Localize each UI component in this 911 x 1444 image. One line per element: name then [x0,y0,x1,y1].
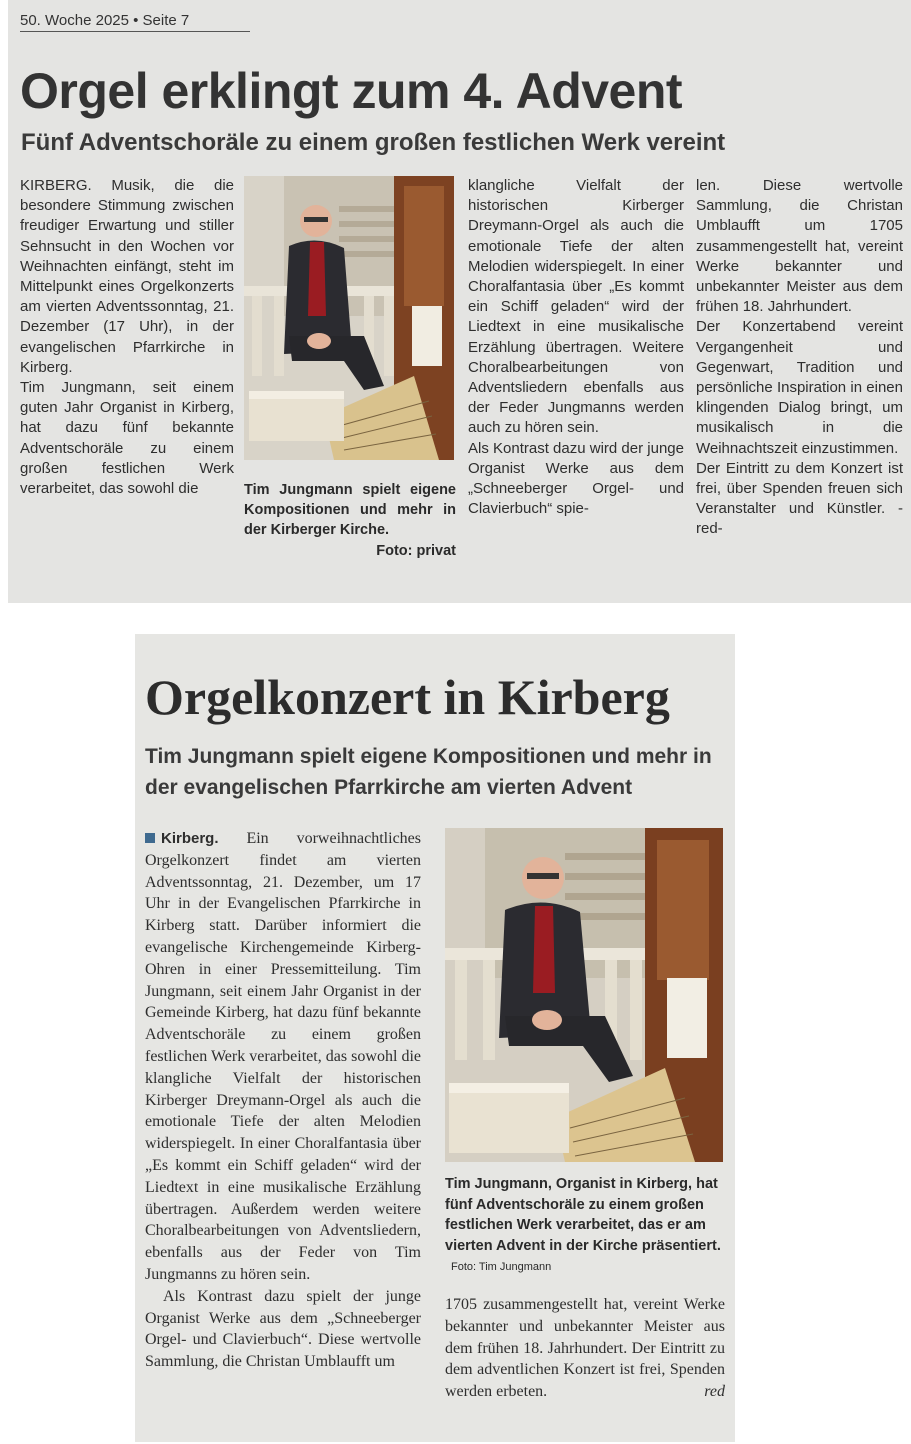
photo-caption [445,1174,727,1278]
subheadline: Fünf Adventschoräle zu einem großen festlichen Werk vereint [21,129,726,156]
page-header: 50. Woche 2025 • Seite 7 [20,12,190,29]
paragraph: Als Kontrast dazu wird der junge Organist Werke aus dem „Schneeberger Orgel- und Clavierbuch“ spie- [468,439,684,518]
paragraph: KIRBERG. Musik, die die besondere Stimmung zwischen freudiger Erwartung und stiller Sehnsucht in den Wochen vor Weihnachten einfängt, steht im Mittelpunkt eines Orgelkonzerts am vierten Adventssonntag, 21. Dezember (17 Uhr), in der evangelischen Pfarrkirche in Kirberg. [20,177,234,376]
newspaper-clipping-1 [8,0,911,603]
author-signature: red [704,1383,725,1401]
caption-text: Tim Jungmann spielt eigene Kompositionen und mehr in der Kirberger Kirche. [244,482,456,539]
article-column-1 [20,176,234,499]
newspaper-clipping-2 [135,634,735,1442]
paragraph: Als Kontrast dazu spielt der junge Organist Werke aus dem „Schneeberger Orgel- und Clavierbuch“. Diese wertvolle Sammlung, die Christan Umblaufft um [145,1287,421,1371]
paragraph: Tim Jungmann, seit einem guten Jahr Organist in Kirberg, hat dazu fünf bekannte Adventschoräle zu einem großen festlichen Werk verarbeitet, das sowohl die [20,379,234,498]
headline: Orgelkonzert in Kirberg [145,669,670,725]
byline-square-icon [145,833,155,843]
dateline: Kirberg. [161,830,219,847]
caption-text: Tim Jungmann, Organist in Kirberg, hat fünf Adventschoräle zu einem großen festlichen Werk verarbeitet, das er am vierten Advent in der Kirche präsentiert. [445,1176,721,1254]
subheadline: Tim Jungmann spielt eigene Kompositionen und mehr in der evangelischen Pfarrkirche am vierten Advent [145,745,712,799]
photo-credit: Foto: privat [376,542,456,559]
organist-photo [445,828,723,1162]
headline: Orgel erklingt zum 4. Advent [20,63,683,119]
article-column-1 [145,828,421,1373]
paragraph: len. Diese wertvolle Sammlung, die Christan Umblaufft um 1705 zusammengestellt hat, vereint Werke bekannter und unbekannter Meister aus dem frühen 18. Jahrhundert. [696,177,903,316]
paragraph: klangliche Vielfalt der historischen Kirberger Dreymann-Orgel als auch die emotionale Tiefe der alten Melodien widerspiegelt. In einer Choralfantasia über „Es kommt ein Schiff geladen“ wird der Liedtext in eine musikalische Erzählung übertragen. Weitere Choralbearbeitungen von Adventsliedern ebenfalls aus der Feder Jungmanns werden auch zu hören sein. [468,177,684,437]
paragraph-text: 1705 zusammengestellt hat, vereint Werke bekannter und unbekannter Meister aus dem frühen 18. Jahrhundert. Der Eintritt zu dem adventlichen Konzert ist frei, Spenden werden erbeten. [445,1296,725,1401]
paragraph [145,828,421,1286]
article-column-3 [468,176,684,519]
paragraph: Der Konzertabend vereint Vergangenheit und Gegenwart, Tradition und persönliche Inspiration in einen klingenden Dialog bringt, um musikalisch in die Weihnachtszeit einzustimmen. [696,318,903,457]
article-column-4 [696,176,903,540]
paragraph-text: Ein vorweihnachtliches Orgelkonzert findet am vierten Adventssonntag, 21. Dezember, um 17 Uhr in der Evangelischen Pfarrkirche in Kirberg statt. Darüber informiert die evangelische Kirchengemeinde Kirberg-Ohren in einer Pressemitteilung. Tim Jungmann, seit einem Jahr Organist in der Gemeinde Kirberg, hat dazu fünf bekannte Adventschoräle zu einem großen festlichen Werk verarbeitet, das sowohl die klangliche Vielfalt der historischen Kirberger Dreymann-Orgel als auch die emotionale Tiefe der alten Melodien widerspiegelt. In einer Choralfantasia über „Es kommt ein Schiff geladen“ wird der Liedtext in eine musikalische Erzählung übertragen. Außerdem werden weitere Choralbearbeitungen von Adventsliedern, ebenfalls aus der Feder von Tim Jungmanns zu hören sein. [145,830,421,1283]
photo-caption [244,480,456,561]
header-rule [20,31,250,32]
organist-photo [244,176,454,460]
article-column-2 [445,1294,725,1403]
paragraph [445,1294,725,1403]
paragraph: Der Eintritt zu dem Konzert ist frei, über Spenden freuen sich Veranstalter und Künstler. -red- [696,459,903,538]
photo-credit: Foto: Tim Jungmann [451,1261,552,1273]
